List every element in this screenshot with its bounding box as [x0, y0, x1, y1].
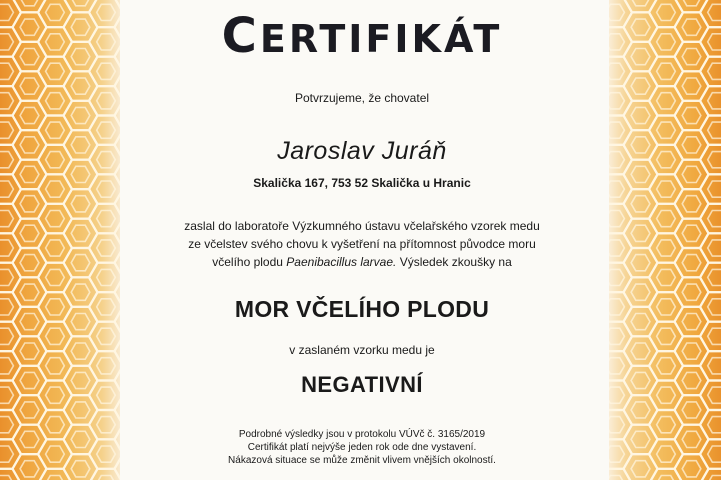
honeycomb-inner-cell — [657, 269, 676, 285]
breeder-address: Skalička 167, 753 52 Skalička u Hranic — [253, 176, 471, 190]
honeycomb-cell — [115, 277, 121, 307]
honeycomb-inner-cell — [20, 78, 39, 94]
honeycomb-inner-cell — [0, 358, 13, 374]
honeycomb-inner-cell — [0, 122, 13, 138]
honeycomb-inner-cell — [708, 446, 721, 462]
honeycomb-inner-cell — [97, 387, 116, 403]
honeycomb-inner-cell — [20, 166, 39, 182]
honeycomb-inner-cell — [97, 211, 116, 227]
honeycomb-cell — [700, 322, 721, 352]
honeycomb-border-left — [0, 0, 120, 480]
honeycomb-cell — [700, 57, 721, 87]
honeycomb-cell — [700, 439, 721, 468]
honeycomb-inner-cell — [657, 299, 676, 315]
note-line-2: Certifikát platí nejvýše jeden rok ode dne vystavení. — [247, 442, 477, 453]
honeycomb-inner-cell — [71, 343, 90, 359]
honeycomb-cell — [115, 160, 121, 189]
honeycomb-inner-cell — [708, 152, 721, 168]
honeycomb-inner-cell — [657, 476, 676, 480]
honeycomb-cell — [609, 57, 632, 87]
honeycomb-inner-cell — [631, 284, 650, 300]
honeycomb-cell — [609, 233, 632, 262]
honeycomb-cell — [700, 116, 721, 145]
honeycomb-inner-cell — [71, 78, 90, 94]
honeycomb-inner-cell — [0, 4, 13, 20]
honeycomb-pattern-left — [0, 0, 120, 480]
honeycomb-cell — [0, 145, 21, 175]
honeycomb-inner-cell — [609, 152, 624, 168]
honeycomb-cell — [700, 263, 721, 293]
honeycomb-inner-cell — [20, 107, 39, 123]
honeycomb-inner-cell — [46, 63, 65, 79]
honeycomb-inner-cell — [609, 476, 624, 480]
honeycomb-cell — [609, 174, 632, 203]
honeycomb-inner-cell — [657, 417, 676, 433]
body-line-1: zaslal do laboratoře Výzkumného ústavu včelařského vzorek medu — [184, 219, 540, 233]
body-line-3 — [125, 253, 599, 271]
honeycomb-inner-cell — [609, 269, 624, 285]
honeycomb-inner-cell — [609, 122, 624, 138]
honeycomb-inner-cell — [20, 0, 39, 6]
honeycomb-cell — [0, 410, 21, 439]
honeycomb-inner-cell — [71, 284, 90, 300]
honeycomb-inner-cell — [682, 314, 701, 330]
honeycomb-inner-cell — [631, 431, 650, 447]
honeycomb-inner-cell — [631, 166, 650, 182]
honeycomb-inner-cell — [46, 34, 65, 50]
honeycomb-inner-cell — [0, 181, 13, 197]
honeycomb-inner-cell — [708, 34, 721, 50]
honeycomb-inner-cell — [97, 240, 116, 256]
honeycomb-inner-cell — [97, 122, 116, 138]
honeycomb-inner-cell — [708, 387, 721, 403]
honeycomb-inner-cell — [97, 299, 116, 315]
honeycomb-cell — [115, 248, 121, 277]
honeycomb-inner-cell — [657, 181, 676, 197]
honeycomb-inner-cell — [0, 240, 13, 256]
honeycomb-inner-cell — [0, 34, 13, 50]
honeycomb-inner-cell — [708, 328, 721, 344]
honeycomb-cell — [700, 27, 721, 56]
honeycomb-inner-cell — [631, 343, 650, 359]
honeycomb-cell — [609, 27, 632, 56]
honeycomb-inner-cell — [631, 461, 650, 477]
honeycomb-cell — [609, 145, 632, 175]
honeycomb-inner-cell — [631, 225, 650, 241]
honeycomb-cell — [609, 351, 632, 380]
honeycomb-cell — [0, 174, 21, 203]
honeycomb-cell — [609, 439, 632, 468]
honeycomb-inner-cell — [708, 358, 721, 374]
honeycomb-inner-cell — [609, 358, 624, 374]
honeycomb-inner-cell — [97, 446, 116, 462]
honeycomb-inner-cell — [20, 343, 39, 359]
honeycomb-cell — [700, 381, 721, 411]
honeycomb-cell — [700, 351, 721, 380]
honeycomb-cell — [700, 86, 721, 115]
honeycomb-cell — [700, 145, 721, 175]
honeycomb-cell — [0, 204, 21, 234]
honeycomb-inner-cell — [46, 417, 65, 433]
honeycomb-inner-cell — [631, 0, 650, 6]
honeycomb-cell — [700, 204, 721, 234]
honeycomb-inner-cell — [657, 4, 676, 20]
honeycomb-inner-cell — [97, 181, 116, 197]
honeycomb-inner-cell — [682, 137, 701, 153]
honeycomb-inner-cell — [46, 4, 65, 20]
honeycomb-inner-cell — [71, 19, 90, 35]
body-line-3-start: včelího plodu — [212, 255, 287, 269]
honeycomb-cell — [0, 292, 21, 321]
honeycomb-cell — [609, 292, 632, 321]
honeycomb-inner-cell — [657, 93, 676, 109]
honeycomb-inner-cell — [682, 461, 701, 477]
honeycomb-inner-cell — [0, 63, 13, 79]
honeycomb-cell — [0, 57, 21, 87]
honeycomb-inner-cell — [682, 372, 701, 388]
honeycomb-inner-cell — [682, 78, 701, 94]
honeycomb-inner-cell — [0, 152, 13, 168]
honeycomb-inner-cell — [46, 358, 65, 374]
honeycomb-inner-cell — [682, 284, 701, 300]
honeycomb-cell — [115, 307, 121, 336]
honeycomb-inner-cell — [71, 402, 90, 418]
honeycomb-inner-cell — [71, 372, 90, 388]
honeycomb-inner-cell — [0, 328, 13, 344]
pathogen-name: Paenibacillus larvae. — [286, 255, 397, 269]
honeycomb-inner-cell — [97, 328, 116, 344]
honeycomb-inner-cell — [609, 240, 624, 256]
honeycomb-cell — [700, 292, 721, 321]
honeycomb-inner-cell — [657, 34, 676, 50]
honeycomb-inner-cell — [20, 284, 39, 300]
honeycomb-inner-cell — [71, 107, 90, 123]
honeycomb-inner-cell — [631, 49, 650, 65]
honeycomb-inner-cell — [97, 63, 116, 79]
honeycomb-cell — [700, 174, 721, 203]
honeycomb-inner-cell — [0, 387, 13, 403]
honeycomb-inner-cell — [609, 181, 624, 197]
honeycomb-inner-cell — [682, 225, 701, 241]
honeycomb-cell — [0, 351, 21, 380]
honeycomb-inner-cell — [708, 417, 721, 433]
honeycomb-inner-cell — [708, 211, 721, 227]
certificate-body — [125, 217, 599, 271]
honeycomb-inner-cell — [71, 255, 90, 271]
honeycomb-inner-cell — [682, 0, 701, 6]
honeycomb-cell — [115, 71, 121, 101]
honeycomb-cell — [115, 101, 121, 130]
honeycomb-inner-cell — [97, 34, 116, 50]
honeycomb-inner-cell — [609, 446, 624, 462]
honeycomb-inner-cell — [708, 63, 721, 79]
honeycomb-inner-cell — [71, 0, 90, 6]
honeycomb-inner-cell — [46, 181, 65, 197]
honeycomb-inner-cell — [71, 49, 90, 65]
honeycomb-cell — [0, 233, 21, 262]
honeycomb-inner-cell — [0, 269, 13, 285]
honeycomb-inner-cell — [71, 431, 90, 447]
honeycomb-cell — [115, 0, 121, 12]
honeycomb-inner-cell — [682, 196, 701, 212]
honeycomb-cell — [700, 233, 721, 262]
honeycomb-inner-cell — [46, 211, 65, 227]
honeycomb-inner-cell — [97, 417, 116, 433]
footer-notes — [125, 428, 599, 467]
honeycomb-inner-cell — [682, 166, 701, 182]
honeycomb-inner-cell — [71, 461, 90, 477]
honeycomb-cell — [609, 116, 632, 145]
honeycomb-inner-cell — [631, 314, 650, 330]
honeycomb-inner-cell — [0, 476, 13, 480]
honeycomb-inner-cell — [71, 166, 90, 182]
honeycomb-inner-cell — [657, 446, 676, 462]
honeycomb-inner-cell — [708, 4, 721, 20]
honeycomb-inner-cell — [708, 269, 721, 285]
honeycomb-inner-cell — [609, 299, 624, 315]
honeycomb-inner-cell — [46, 152, 65, 168]
note-line-3: Nákazová situace se může změnit vlivem vnějších okolností. — [228, 455, 496, 466]
intro-text: Potvrzujeme, že chovatel — [294, 91, 430, 105]
honeycomb-inner-cell — [97, 358, 116, 374]
honeycomb-inner-cell — [682, 431, 701, 447]
honeycomb-cell — [115, 219, 121, 248]
honeycomb-cell — [609, 86, 632, 115]
honeycomb-inner-cell — [708, 476, 721, 480]
honeycomb-inner-cell — [631, 137, 650, 153]
honeycomb-inner-cell — [657, 63, 676, 79]
honeycomb-inner-cell — [20, 314, 39, 330]
honeycomb-inner-cell — [0, 93, 13, 109]
honeycomb-inner-cell — [708, 240, 721, 256]
honeycomb-inner-cell — [20, 431, 39, 447]
honeycomb-inner-cell — [20, 372, 39, 388]
honeycomb-inner-cell — [682, 255, 701, 271]
honeycomb-cell — [0, 116, 21, 145]
honeycomb-border-right — [609, 0, 721, 480]
honeycomb-inner-cell — [609, 211, 624, 227]
honeycomb-inner-cell — [708, 299, 721, 315]
honeycomb-inner-cell — [46, 269, 65, 285]
honeycomb-inner-cell — [631, 372, 650, 388]
honeycomb-cell — [0, 381, 21, 411]
honeycomb-inner-cell — [609, 34, 624, 50]
honeycomb-inner-cell — [97, 269, 116, 285]
certificate-title — [125, 8, 599, 64]
honeycomb-cell — [609, 204, 632, 234]
certificate-content — [125, 0, 599, 480]
honeycomb-inner-cell — [97, 152, 116, 168]
honeycomb-inner-cell — [682, 49, 701, 65]
honeycomb-inner-cell — [708, 93, 721, 109]
honeycomb-inner-cell — [708, 181, 721, 197]
honeycomb-inner-cell — [609, 63, 624, 79]
test-result: NEGATIVNÍ — [301, 372, 423, 397]
honeycomb-cell — [0, 27, 21, 56]
honeycomb-cell — [609, 410, 632, 439]
sample-text: v zaslaném vzorku medu je — [289, 343, 435, 357]
title-initial: C — [221, 8, 260, 64]
honeycomb-inner-cell — [657, 240, 676, 256]
body-line-2: ze včelstev svého chovu k vyšetření na přítomnost původce moru — [188, 237, 536, 251]
honeycomb-cell — [700, 410, 721, 439]
honeycomb-inner-cell — [682, 19, 701, 35]
honeycomb-inner-cell — [657, 328, 676, 344]
honeycomb-inner-cell — [609, 387, 624, 403]
honeycomb-inner-cell — [71, 225, 90, 241]
honeycomb-cell — [609, 381, 632, 411]
honeycomb-inner-cell — [0, 299, 13, 315]
honeycomb-inner-cell — [631, 255, 650, 271]
honeycomb-inner-cell — [609, 417, 624, 433]
honeycomb-inner-cell — [0, 446, 13, 462]
honeycomb-cell — [609, 263, 632, 293]
honeycomb-inner-cell — [609, 93, 624, 109]
honeycomb-cell — [115, 454, 121, 480]
honeycomb-inner-cell — [682, 107, 701, 123]
honeycomb-inner-cell — [657, 211, 676, 227]
honeycomb-cell — [115, 336, 121, 366]
title-rest: ERTIFIKÁT — [259, 17, 503, 61]
honeycomb-cell — [115, 130, 121, 160]
honeycomb-inner-cell — [609, 4, 624, 20]
honeycomb-cell — [0, 86, 21, 115]
note-line-1: Podrobné výsledky jsou v protokolu VÚVč č. 3165/2019 — [238, 429, 486, 440]
honeycomb-inner-cell — [46, 446, 65, 462]
honeycomb-cell — [115, 366, 121, 395]
honeycomb-cell — [115, 425, 121, 454]
honeycomb-inner-cell — [46, 93, 65, 109]
honeycomb-inner-cell — [46, 240, 65, 256]
honeycomb-inner-cell — [20, 461, 39, 477]
honeycomb-inner-cell — [71, 137, 90, 153]
honeycomb-inner-cell — [46, 476, 65, 480]
breeder-name: Jaroslav Juráň — [277, 137, 447, 165]
honeycomb-inner-cell — [97, 476, 116, 480]
honeycomb-cell — [115, 42, 121, 71]
honeycomb-inner-cell — [682, 343, 701, 359]
disease-name: MOR VČELÍHO PLODU — [234, 296, 490, 322]
honeycomb-inner-cell — [609, 328, 624, 344]
honeycomb-inner-cell — [631, 402, 650, 418]
honeycomb-inner-cell — [657, 387, 676, 403]
honeycomb-inner-cell — [46, 387, 65, 403]
honeycomb-inner-cell — [631, 19, 650, 35]
honeycomb-inner-cell — [97, 93, 116, 109]
honeycomb-inner-cell — [20, 255, 39, 271]
honeycomb-inner-cell — [20, 137, 39, 153]
honeycomb-inner-cell — [657, 152, 676, 168]
honeycomb-cell — [0, 263, 21, 293]
body-line-3-end: Výsledek zkoušky na — [396, 255, 512, 269]
honeycomb-pattern-right — [609, 0, 721, 480]
honeycomb-inner-cell — [631, 196, 650, 212]
honeycomb-cell — [115, 189, 121, 219]
honeycomb-inner-cell — [20, 225, 39, 241]
honeycomb-inner-cell — [657, 122, 676, 138]
honeycomb-inner-cell — [20, 49, 39, 65]
honeycomb-inner-cell — [20, 402, 39, 418]
honeycomb-inner-cell — [71, 314, 90, 330]
honeycomb-inner-cell — [682, 402, 701, 418]
honeycomb-cell — [0, 322, 21, 352]
honeycomb-inner-cell — [708, 122, 721, 138]
honeycomb-inner-cell — [0, 417, 13, 433]
honeycomb-cell — [115, 395, 121, 425]
honeycomb-inner-cell — [97, 4, 116, 20]
honeycomb-cell — [115, 12, 121, 42]
honeycomb-inner-cell — [46, 328, 65, 344]
honeycomb-inner-cell — [46, 299, 65, 315]
honeycomb-inner-cell — [631, 78, 650, 94]
honeycomb-inner-cell — [71, 196, 90, 212]
honeycomb-inner-cell — [20, 19, 39, 35]
honeycomb-inner-cell — [20, 196, 39, 212]
honeycomb-inner-cell — [46, 122, 65, 138]
honeycomb-inner-cell — [657, 358, 676, 374]
honeycomb-cell — [0, 439, 21, 468]
honeycomb-inner-cell — [631, 107, 650, 123]
honeycomb-cell — [609, 322, 632, 352]
honeycomb-inner-cell — [0, 211, 13, 227]
